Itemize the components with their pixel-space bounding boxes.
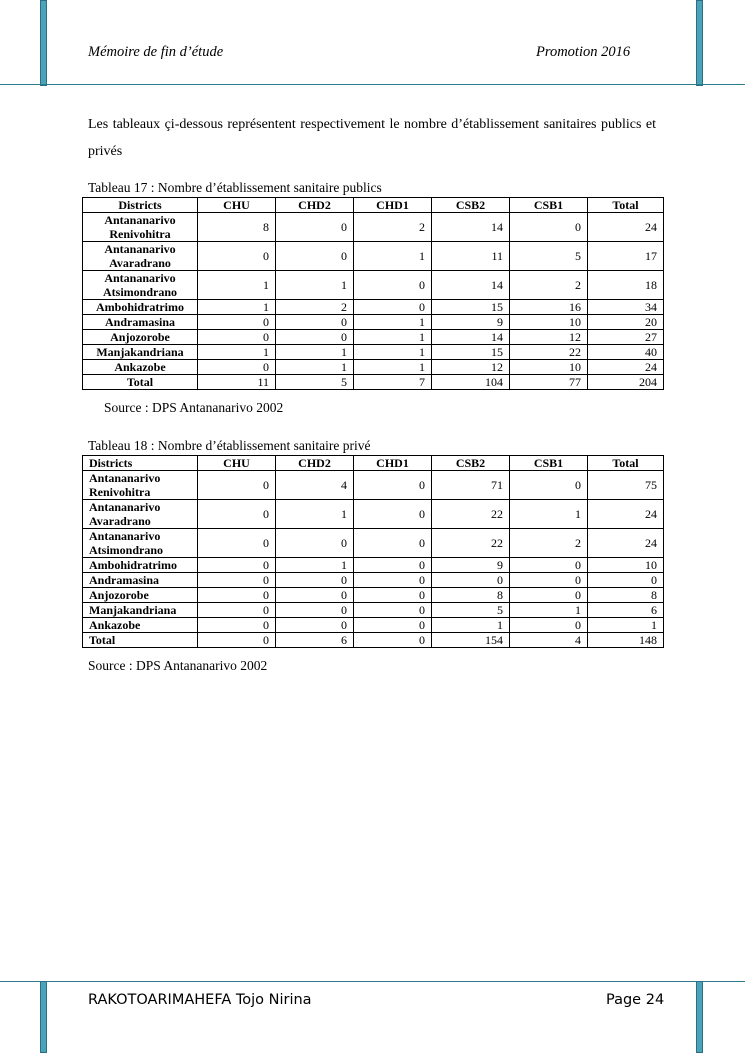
value-cell: 1 — [354, 315, 432, 330]
value-cell: 7 — [354, 375, 432, 390]
table-row — [83, 529, 664, 558]
value-cell: 8 — [432, 588, 510, 603]
header-right-text: Promotion 2016 — [536, 44, 631, 60]
district-cell — [83, 213, 198, 242]
table-row — [83, 271, 664, 300]
value-cell: 0 — [510, 573, 588, 588]
value-cell: 9 — [432, 558, 510, 573]
value-cell: 0 — [276, 603, 354, 618]
value-cell: 0 — [354, 603, 432, 618]
value-cell: 8 — [198, 213, 276, 242]
value-cell: 0 — [276, 618, 354, 633]
value-cell: 14 — [432, 213, 510, 242]
value-cell: 1 — [354, 242, 432, 271]
district-cell — [83, 529, 198, 558]
value-cell: 1 — [276, 500, 354, 529]
value-cell: 0 — [276, 573, 354, 588]
value-cell: 0 — [276, 242, 354, 271]
district-name-line: Andramasina — [104, 315, 175, 329]
value-cell: 75 — [588, 471, 664, 500]
value-cell: 1 — [588, 618, 664, 633]
column-header: CHD1 — [354, 456, 432, 471]
district-name-line: Antananarivo — [104, 213, 176, 227]
column-header: Total — [588, 198, 664, 213]
value-cell: 0 — [354, 573, 432, 588]
value-cell: 71 — [432, 471, 510, 500]
value-cell: 0 — [276, 588, 354, 603]
value-cell: 0 — [510, 213, 588, 242]
table-row — [83, 633, 664, 648]
district-name-line: Atsimondrano — [102, 285, 177, 299]
district-cell — [83, 375, 198, 390]
value-cell: 2 — [510, 271, 588, 300]
value-cell: 4 — [276, 471, 354, 500]
district-name-line: Renivohitra — [109, 227, 171, 241]
value-cell: 0 — [198, 500, 276, 529]
value-cell: 34 — [588, 300, 664, 315]
district-cell — [83, 573, 198, 588]
value-cell: 5 — [276, 375, 354, 390]
value-cell: 6 — [588, 603, 664, 618]
table18-source: Source : DPS Antananarivo 2002 — [88, 658, 268, 673]
value-cell: 1 — [276, 360, 354, 375]
value-cell: 0 — [198, 618, 276, 633]
value-cell: 1 — [198, 300, 276, 315]
value-cell: 148 — [588, 633, 664, 648]
value-cell: 4 — [510, 633, 588, 648]
value-cell: 11 — [432, 242, 510, 271]
table-row — [83, 330, 664, 345]
value-cell: 1 — [510, 603, 588, 618]
district-name-line: Total — [126, 375, 154, 389]
column-header: Total — [588, 456, 664, 471]
value-cell: 18 — [588, 271, 664, 300]
district-name-line: Anjozorobe — [89, 588, 149, 602]
district-name-line: Antananarivo — [104, 242, 176, 256]
value-cell: 14 — [432, 330, 510, 345]
column-header: CSB2 — [432, 198, 510, 213]
value-cell: 0 — [510, 588, 588, 603]
value-cell: 0 — [354, 471, 432, 500]
value-cell: 11 — [198, 375, 276, 390]
value-cell: 0 — [198, 603, 276, 618]
value-cell: 0 — [198, 360, 276, 375]
district-name-line: Ambohidratrimo — [96, 300, 184, 314]
column-header: CHU — [198, 198, 276, 213]
column-header: CSB2 — [432, 456, 510, 471]
value-cell: 2 — [276, 300, 354, 315]
district-cell — [83, 500, 198, 529]
header-rule — [0, 84, 745, 85]
column-header: CSB1 — [510, 198, 588, 213]
district-name-line: Ankazobe — [114, 360, 166, 374]
district-cell — [83, 315, 198, 330]
value-cell: 0 — [198, 471, 276, 500]
value-cell: 0 — [276, 213, 354, 242]
value-cell: 10 — [510, 360, 588, 375]
district-cell — [83, 471, 198, 500]
value-cell: 2 — [354, 213, 432, 242]
district-name-line: Manjakandriana — [89, 603, 177, 617]
table-row — [83, 618, 664, 633]
value-cell: 0 — [276, 529, 354, 558]
value-cell: 0 — [354, 500, 432, 529]
value-cell: 0 — [198, 315, 276, 330]
value-cell: 24 — [588, 529, 664, 558]
table-row — [83, 573, 664, 588]
table18 — [82, 455, 664, 648]
district-cell — [83, 558, 198, 573]
table-row — [83, 315, 664, 330]
footer-right-bar — [696, 981, 703, 1053]
header-left-bar — [40, 0, 47, 86]
column-header: CHD2 — [276, 198, 354, 213]
district-name-line: Manjakandriana — [96, 345, 184, 359]
table-row — [83, 603, 664, 618]
value-cell: 5 — [432, 603, 510, 618]
value-cell: 0 — [354, 588, 432, 603]
value-cell: 0 — [354, 558, 432, 573]
value-cell: 0 — [432, 573, 510, 588]
district-name-line: Antananarivo — [89, 471, 161, 485]
value-cell: 1 — [432, 618, 510, 633]
district-name-line: Andramasina — [89, 573, 160, 587]
value-cell: 17 — [588, 242, 664, 271]
value-cell: 0 — [198, 588, 276, 603]
value-cell: 24 — [588, 500, 664, 529]
value-cell: 0 — [354, 300, 432, 315]
district-cell — [83, 271, 198, 300]
table-row — [83, 588, 664, 603]
table-row — [83, 300, 664, 315]
table18-header-row — [83, 456, 664, 471]
value-cell: 22 — [432, 500, 510, 529]
value-cell: 0 — [354, 529, 432, 558]
district-name-line: Total — [89, 633, 116, 647]
value-cell: 0 — [510, 471, 588, 500]
value-cell: 0 — [198, 529, 276, 558]
value-cell: 8 — [588, 588, 664, 603]
district-name-line: Antananarivo — [104, 271, 176, 285]
footer-author: RAKOTOARIMAHEFA Tojo Nirina — [88, 992, 312, 1008]
column-header: CHD1 — [354, 198, 432, 213]
column-header: Districts — [83, 198, 198, 213]
district-cell — [83, 633, 198, 648]
table-row — [83, 375, 664, 390]
table17-caption: Tableau 17 : Nombre d’établissement sanitaire publics — [88, 180, 382, 195]
district-name-line: Antananarivo — [89, 529, 161, 543]
value-cell: 22 — [432, 529, 510, 558]
value-cell: 104 — [432, 375, 510, 390]
district-name-line: Avaradrano — [89, 514, 151, 528]
value-cell: 1 — [276, 271, 354, 300]
district-name-line: Renivohitra — [89, 485, 151, 499]
value-cell: 0 — [354, 271, 432, 300]
value-cell: 154 — [432, 633, 510, 648]
value-cell: 22 — [510, 345, 588, 360]
district-cell — [83, 588, 198, 603]
intro-paragraph: Les tableaux çi-dessous représentent respectivement le nombre d’établissement sanitaires publics et privés — [88, 117, 656, 159]
footer-page-number: Page 24 — [606, 992, 665, 1008]
table17-header-row — [83, 198, 664, 213]
value-cell: 15 — [432, 345, 510, 360]
table-row — [83, 500, 664, 529]
table17-source: Source : DPS Antananarivo 2002 — [104, 400, 284, 415]
value-cell: 204 — [588, 375, 664, 390]
district-name-line: Avaradrano — [109, 256, 171, 270]
table-row — [83, 558, 664, 573]
value-cell: 0 — [354, 633, 432, 648]
table17 — [82, 197, 664, 390]
value-cell: 20 — [588, 315, 664, 330]
column-header: Districts — [83, 456, 198, 471]
district-cell — [83, 330, 198, 345]
value-cell: 1 — [198, 271, 276, 300]
value-cell: 9 — [432, 315, 510, 330]
district-cell — [83, 300, 198, 315]
value-cell: 0 — [198, 558, 276, 573]
value-cell: 24 — [588, 213, 664, 242]
value-cell: 2 — [510, 529, 588, 558]
value-cell: 10 — [588, 558, 664, 573]
value-cell: 0 — [276, 330, 354, 345]
value-cell: 77 — [510, 375, 588, 390]
value-cell: 12 — [510, 330, 588, 345]
value-cell: 14 — [432, 271, 510, 300]
header-left-text: Mémoire de fin d’étude — [88, 44, 224, 60]
value-cell: 1 — [354, 330, 432, 345]
district-name-line: Ambohidratrimo — [89, 558, 177, 572]
district-name-line: Atsimondrano — [89, 543, 164, 557]
value-cell: 27 — [588, 330, 664, 345]
district-name-line: Ankazobe — [89, 618, 141, 632]
table18-caption: Tableau 18 : Nombre d’établissement sanitaire privé — [88, 438, 371, 453]
footer-left-bar — [40, 981, 47, 1053]
value-cell: 10 — [510, 315, 588, 330]
value-cell: 1 — [276, 558, 354, 573]
value-cell: 0 — [198, 633, 276, 648]
value-cell: 40 — [588, 345, 664, 360]
district-cell — [83, 242, 198, 271]
value-cell: 5 — [510, 242, 588, 271]
value-cell: 1 — [510, 500, 588, 529]
table-row — [83, 345, 664, 360]
value-cell: 0 — [198, 330, 276, 345]
value-cell: 6 — [276, 633, 354, 648]
value-cell: 0 — [198, 573, 276, 588]
district-cell — [83, 603, 198, 618]
district-cell — [83, 345, 198, 360]
value-cell: 12 — [432, 360, 510, 375]
value-cell: 0 — [588, 573, 664, 588]
value-cell: 1 — [354, 345, 432, 360]
column-header: CHU — [198, 456, 276, 471]
district-name-line: Anjozorobe — [110, 330, 170, 344]
table-row — [83, 360, 664, 375]
footer-rule — [0, 981, 745, 982]
district-cell — [83, 360, 198, 375]
value-cell: 0 — [276, 315, 354, 330]
value-cell: 24 — [588, 360, 664, 375]
table-row — [83, 213, 664, 242]
district-cell — [83, 618, 198, 633]
table-row — [83, 471, 664, 500]
header-right-bar — [696, 0, 703, 86]
value-cell: 0 — [354, 618, 432, 633]
value-cell: 15 — [432, 300, 510, 315]
value-cell: 0 — [198, 242, 276, 271]
value-cell: 1 — [276, 345, 354, 360]
column-header: CSB1 — [510, 456, 588, 471]
value-cell: 0 — [510, 558, 588, 573]
column-header: CHD2 — [276, 456, 354, 471]
value-cell: 1 — [354, 360, 432, 375]
district-name-line: Antananarivo — [89, 500, 161, 514]
value-cell: 0 — [510, 618, 588, 633]
value-cell: 16 — [510, 300, 588, 315]
value-cell: 1 — [198, 345, 276, 360]
table-row — [83, 242, 664, 271]
